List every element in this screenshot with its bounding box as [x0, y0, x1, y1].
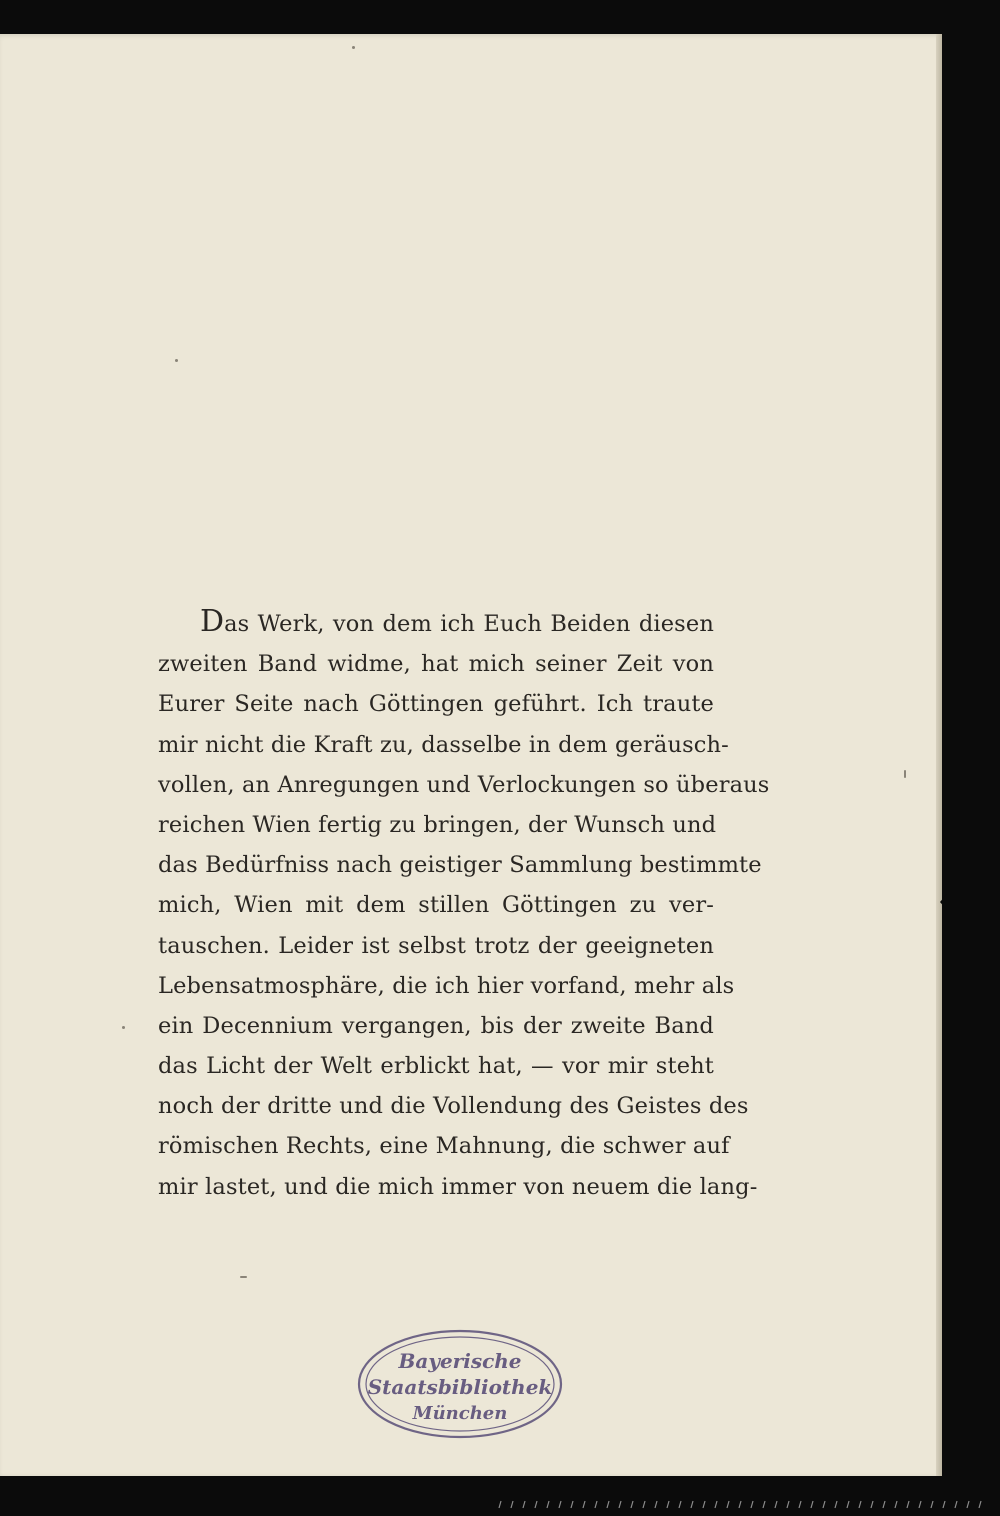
paper-speck [904, 770, 906, 778]
scan-edge-tick [871, 1501, 873, 1508]
scan-edge-tick [799, 1501, 801, 1508]
text-line [158, 604, 714, 644]
scan-edge-tick [787, 1501, 789, 1508]
scan-edge-tick [919, 1501, 921, 1508]
text-line: mir nicht die Kraft zu, dasselbe in dem geräusch- [158, 731, 729, 758]
scan-edge-tick [907, 1501, 909, 1508]
text-line: das Bedürfniss nach geistiger Sammlung bestimmte [158, 852, 762, 879]
scan-edge-tick [679, 1501, 681, 1508]
scan-edge-tick [739, 1501, 741, 1508]
scan-edge-tick [847, 1501, 849, 1508]
scan-edge-tick [499, 1501, 501, 1508]
dedication-paragraph [158, 604, 770, 1207]
stamp-line-1: Bayerische [398, 1349, 522, 1373]
text-line: Lebensatmosphäre, die ich hier vorfand, mehr als [158, 972, 735, 999]
text-line: Eurer Seite nach Göttingen geführt. Ich traute [158, 691, 714, 718]
scan-edge-tick [727, 1501, 729, 1508]
text-line: noch der dritte und die Vollendung des Geistes des [158, 1093, 749, 1120]
paper-speck [122, 1026, 125, 1029]
scan-edge-tick [979, 1501, 981, 1508]
scan-edge-tick [547, 1501, 549, 1508]
scan-edge-tick [619, 1501, 621, 1508]
drop-cap: D [200, 604, 225, 639]
scan-edge-tick [691, 1501, 693, 1508]
scan-edge-tick [667, 1501, 669, 1508]
scan-edge-tick [811, 1501, 813, 1508]
library-stamp [355, 1326, 565, 1442]
text-line-content: as Werk, von dem ich Euch Beiden diesen [224, 611, 714, 637]
stamp-line-3: München [412, 1403, 508, 1424]
scan-edge-tick [823, 1501, 825, 1508]
scan-edge-tick [523, 1501, 525, 1508]
text-line: zweiten Band widme, hat mich seiner Zeit von [158, 651, 714, 678]
paper-speck [175, 359, 178, 362]
scan-edge-tick [955, 1501, 957, 1508]
text-line: mir lastet, und die mich immer von neuem die lang- [158, 1173, 758, 1200]
scan-edge-tick [535, 1501, 537, 1508]
page-edge [936, 34, 942, 1476]
scan-edge-tick [859, 1501, 861, 1508]
text-line: römischen Rechts, eine Mahnung, die schwer auf [158, 1133, 730, 1160]
scan-edge-tick [895, 1501, 897, 1508]
page-edge-notch [940, 894, 947, 910]
scan-edge-tick [559, 1501, 561, 1508]
scan-edge-tick [607, 1501, 609, 1508]
scan-edge-tick [775, 1501, 777, 1508]
scan-edge-tick [763, 1501, 765, 1508]
scan-edge-tick [943, 1501, 945, 1508]
scan-edge-tick [703, 1501, 705, 1508]
scan-edge-tick [883, 1501, 885, 1508]
text-line: tauschen. Leider ist selbst trotz der geeigneten [158, 932, 714, 959]
scan-edge-tick [931, 1501, 933, 1508]
scan-edge-tick [511, 1501, 513, 1508]
scan-edge-tick [643, 1501, 645, 1508]
scan-edge-tick [631, 1501, 633, 1508]
text-line: reichen Wien fertig zu bringen, der Wunsch und [158, 811, 717, 838]
scan-edge-tick [583, 1501, 585, 1508]
text-line: vollen, an Anregungen und Verlockungen so überaus [158, 771, 770, 798]
scan-edge-tick [967, 1501, 969, 1508]
scan-edge-tick [571, 1501, 573, 1508]
scan-edge-ticks [495, 1500, 985, 1510]
text-line: mich, Wien mit dem stillen Göttingen zu ver- [158, 892, 714, 919]
stamp-line-2: Staatsbibliothek [367, 1375, 553, 1399]
scan-edge-tick [715, 1501, 717, 1508]
text-line: das Licht der Welt erblickt hat, — vor mir steht [158, 1053, 714, 1080]
scan-edge-tick [655, 1501, 657, 1508]
scan-edge-tick [751, 1501, 753, 1508]
scan-edge-tick [595, 1501, 597, 1508]
paper-speck [352, 46, 355, 49]
paper-speck [240, 1276, 247, 1278]
scan-edge-tick [835, 1501, 837, 1508]
text-line: ein Decennium vergangen, bis der zweite Band [158, 1012, 714, 1039]
